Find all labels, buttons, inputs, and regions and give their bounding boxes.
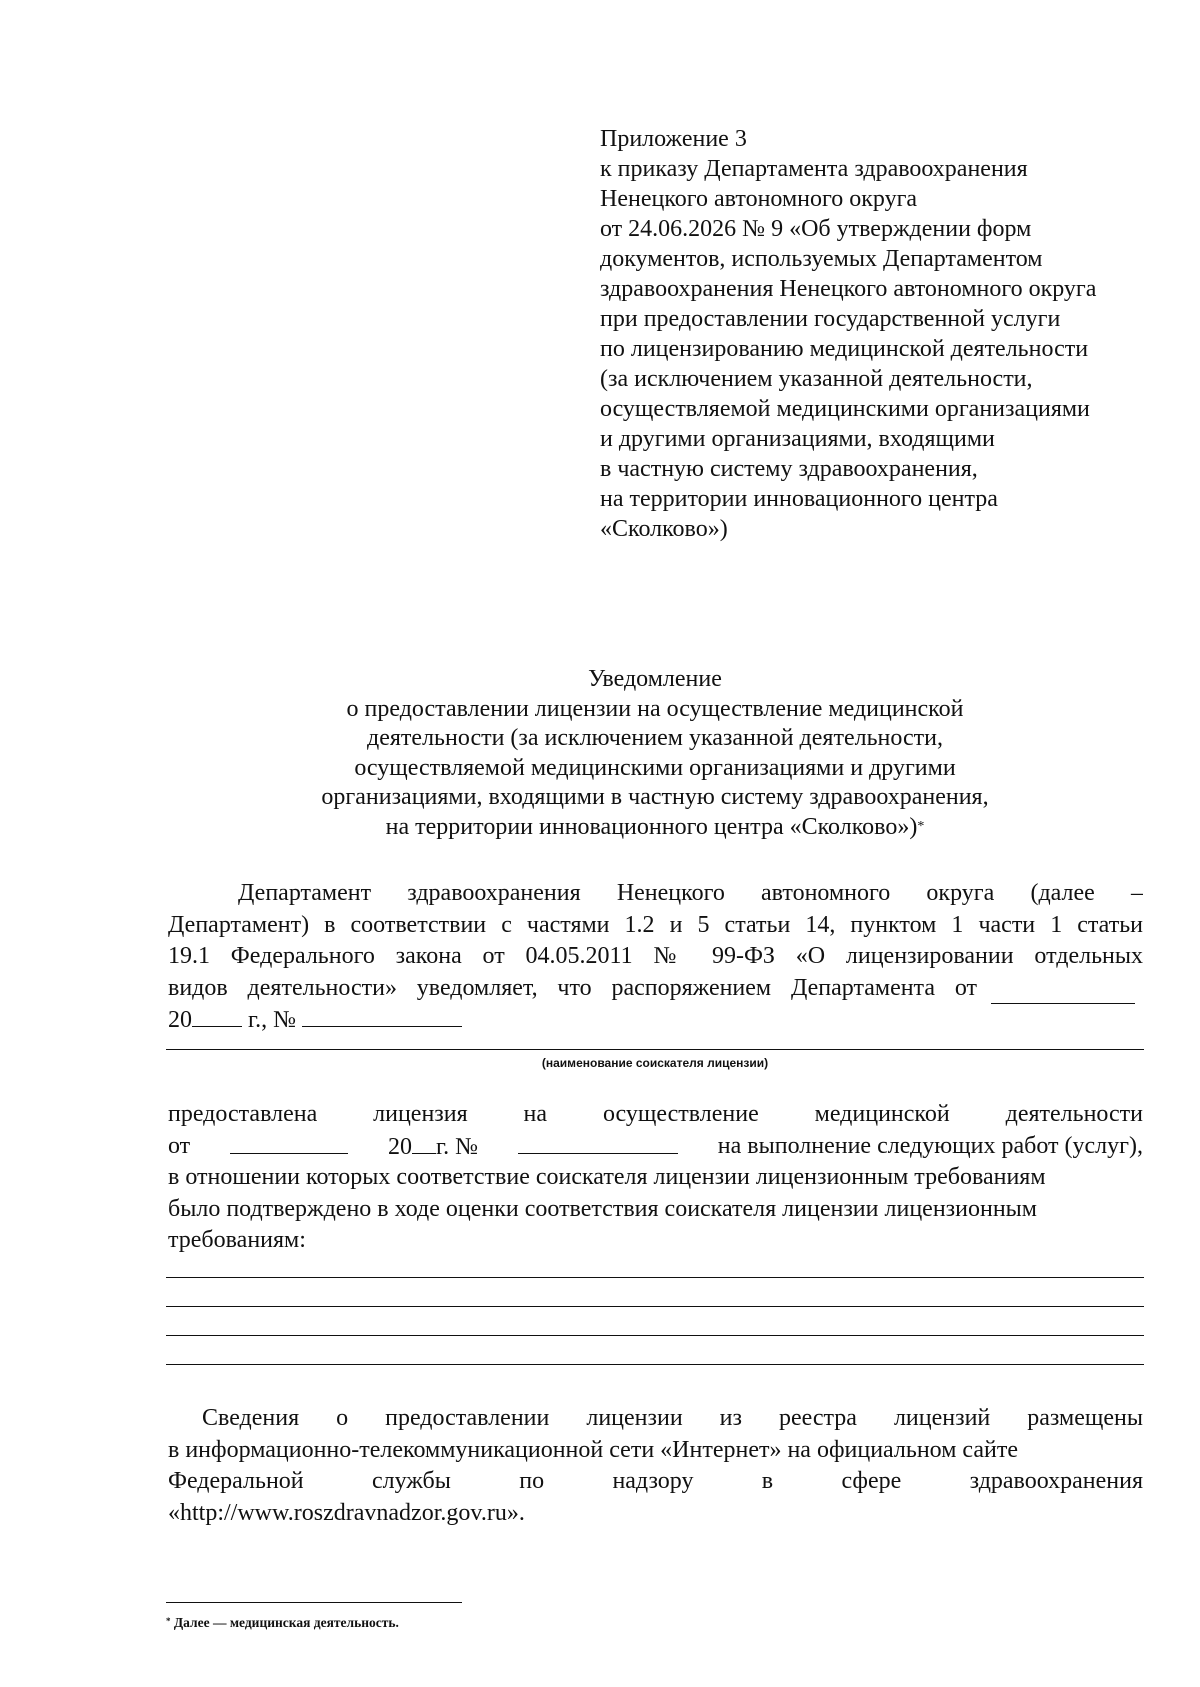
title-line-last — [160, 813, 1150, 846]
appendix-line: здравоохранения Ненецкого автономного округа — [600, 276, 1097, 302]
registry-url: «http://www.roszdravnadzor.gov.ru». — [168, 1499, 525, 1526]
works-blank-line[interactable] — [166, 1364, 1144, 1365]
footnote-marker: * — [917, 818, 925, 834]
title-heading: Уведомление — [588, 666, 722, 692]
appendix-line: к приказу Департамента здравоохранения — [600, 156, 1028, 182]
license-year-group — [388, 1131, 478, 1163]
works-blank-line[interactable] — [166, 1335, 1144, 1336]
appendix-line: (за исключением указанной деятельности, — [600, 366, 1033, 392]
from-label: от — [168, 1132, 191, 1159]
license-year-field[interactable] — [412, 1131, 436, 1154]
appendix-line: на территории инновационного центра — [600, 486, 998, 512]
appendix-line: при предоставлении государственной услуги — [600, 306, 1061, 332]
order-date-field[interactable] — [991, 981, 1135, 1004]
justified-line: Федеральной службы по надзору в сфере здравоохранения — [168, 1468, 1143, 1494]
appendix-line: от 24.06.2026 № 9 «Об утверждении форм — [600, 216, 1032, 242]
justified-line: Департамент здравоохранения Ненецкого автономного округа (далее – — [238, 880, 1143, 906]
notice-title — [160, 665, 1150, 845]
paragraph-line: в отношении которых соответствие соискателя лицензии лицензионным требованиям — [168, 1164, 1046, 1190]
footnote — [166, 1615, 399, 1631]
year-number-label: г., № — [248, 1007, 297, 1033]
appendix-line: документов, используемых Департаментом — [600, 246, 1043, 272]
applicant-caption: (наименование соискателя лицензии) — [541, 1056, 769, 1070]
appendix-line: «Сколково») — [600, 516, 728, 542]
applicant-name-field[interactable] — [166, 1049, 1144, 1050]
line-license-date — [168, 1131, 1143, 1163]
license-number-field[interactable] — [518, 1131, 678, 1154]
works-blank-line[interactable] — [166, 1306, 1144, 1307]
paragraph-department — [168, 878, 1143, 1036]
paragraph-line: было подтверждено в ходе оценки соответствия соискателя лицензии лицензионным — [168, 1195, 1037, 1222]
justified-line: видов деятельности» уведомляет, что распоряжением Департамента от — [168, 974, 977, 1001]
footnote-text: Далее — медицинская деятельность. — [173, 1615, 399, 1630]
justified-line: 19.1 Федерального закона от 04.05.2011 № 99-ФЗ «О лицензировании отдельных — [168, 943, 1143, 969]
appendix-line: Ненецкого автономного округа — [600, 186, 918, 212]
paragraph-registry — [168, 1403, 1143, 1529]
paragraph-line: требованиям: — [168, 1227, 306, 1253]
justified-line: Сведения о предоставлении лицензии из реестра лицензий размещены — [202, 1405, 1143, 1431]
appendix-line: Приложение 3 — [600, 126, 747, 152]
justified-line: предоставлена лицензия на осуществление медицинской деятельности — [168, 1101, 1143, 1127]
line-with-date-blank — [168, 973, 1143, 1005]
appendix-line: в частную систему здравоохранения, — [600, 456, 978, 482]
title-line: осуществляемой медицинскими организациями и другими — [354, 754, 956, 781]
title-line: организациями, входящими в частную систему здравоохранения, — [321, 784, 989, 810]
works-blank-line[interactable] — [166, 1277, 1144, 1278]
line-year-number — [168, 1004, 1143, 1036]
paragraph-license — [168, 1099, 1143, 1257]
appendix-line: по лицензированию медицинской деятельности — [600, 336, 1089, 362]
footnote-mark: * — [166, 1616, 171, 1626]
year-prefix: 20 — [387, 1133, 412, 1160]
year-field[interactable] — [192, 1004, 242, 1027]
appendix-line: осуществляемой медицинскими организациями — [600, 396, 1090, 422]
appendix-line: и другими организациями, входящими — [600, 426, 995, 452]
title-line: на территории инновационного центра «Сколково») — [385, 813, 918, 840]
title-line: о предоставлении лицензии на осуществление медицинской — [346, 695, 964, 722]
appendix-header — [600, 124, 1160, 544]
justified-line: Департамент) в соответствии с частями 1.2 и 5 статьи 14, пунктом 1 части 1 статьи — [168, 911, 1143, 938]
paragraph-line: в информационно-телекоммуникационной сети «Интернет» на официальном сайте — [168, 1436, 1018, 1463]
footnote-separator — [166, 1602, 462, 1603]
order-number-field[interactable] — [302, 1004, 462, 1027]
title-line: деятельности (за исключением указанной деятельности, — [367, 725, 943, 751]
license-number-label: г. № — [435, 1133, 478, 1160]
works-text: на выполнение следующих работ (услуг), — [717, 1132, 1143, 1159]
license-date-field[interactable] — [230, 1131, 348, 1154]
year-prefix: 20 — [168, 1007, 192, 1033]
